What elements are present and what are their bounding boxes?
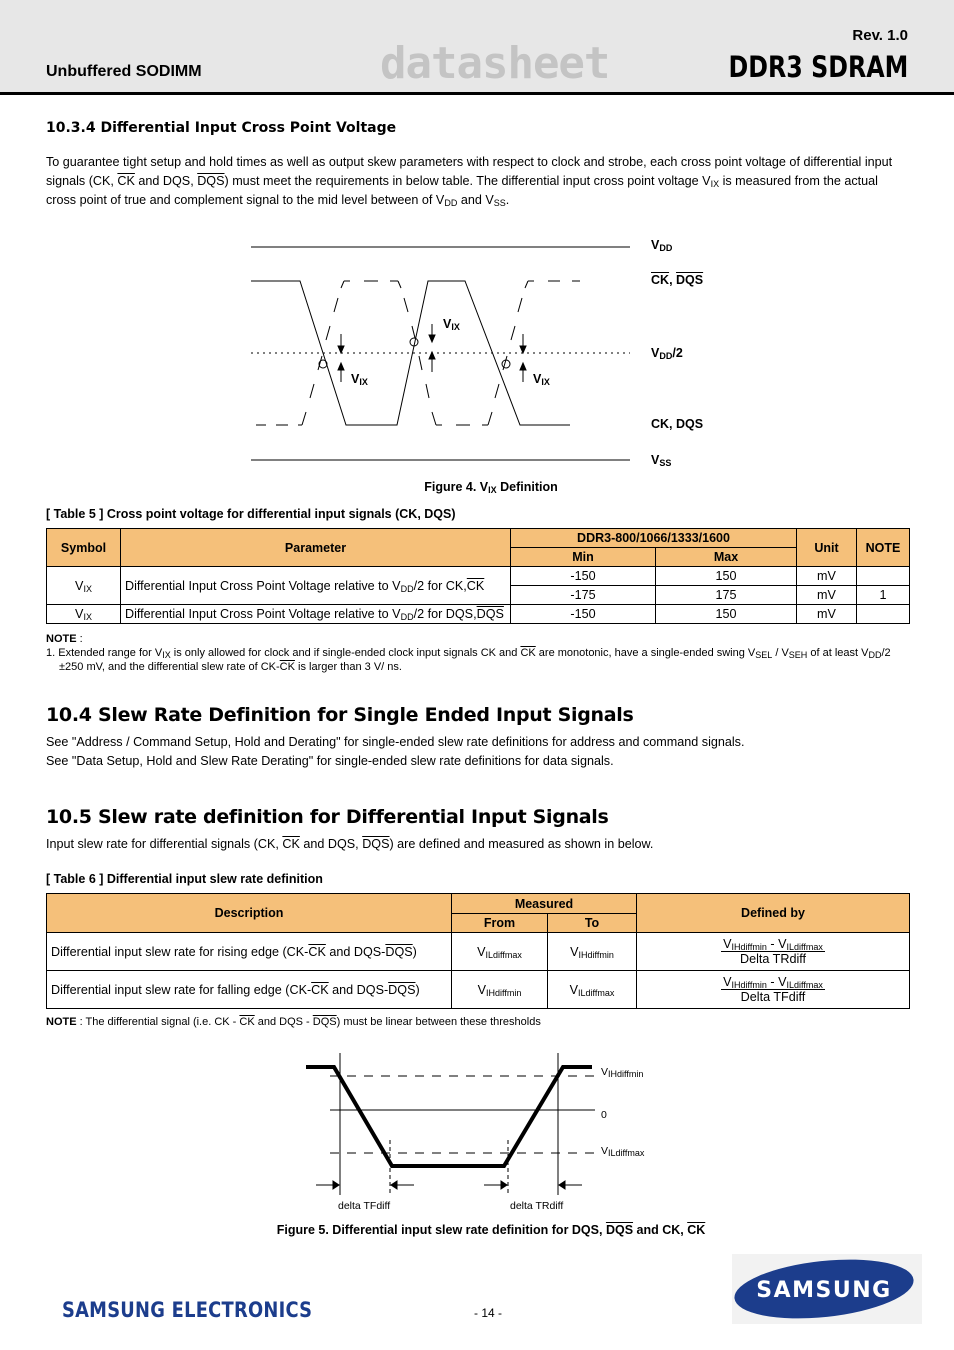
slew-rate-diagram	[0, 1045, 954, 1220]
cell-parameter: Differential Input Cross Point Voltage relative to $V_{DD}/2$ for $DQS,\overline{DQS}$	[121, 605, 511, 624]
note-line-2: ±250 mV, and the differential slew rate of $CK-\overline{CK}$ is larger than 3 V/ ns.	[59, 661, 402, 673]
label-zero: 0	[601, 1109, 607, 1121]
cell-defined-by	[637, 971, 910, 1009]
cell-defined-by	[637, 933, 910, 971]
cell-to: $V_{ILdiffmax}$	[548, 971, 637, 1009]
samsung-logo	[732, 1254, 922, 1324]
header-note: NOTE	[857, 529, 910, 567]
cell-note	[857, 605, 910, 624]
header-to: To	[548, 914, 637, 933]
datasheet-watermark: datasheet	[380, 38, 610, 89]
cell-min: -175	[511, 586, 656, 605]
logo-text: SAMSUNG	[756, 1278, 892, 1303]
section-heading-10-5: 10.5 Slew rate definition for Differential Input Signals	[46, 806, 609, 828]
header-description: Description	[47, 894, 452, 933]
header-measured: Measured	[452, 894, 637, 914]
label-vdd-half: $V_{DD}/2$	[651, 346, 683, 361]
header-symbol: Symbol	[47, 529, 121, 567]
cell-from: $V_{ILdiffmax}$	[452, 933, 548, 971]
label-delta-tfdiff: delta TFdiff	[338, 1200, 391, 1212]
section-heading-10-4: 10.4 Slew Rate Definition for Single Ended Input Signals	[46, 704, 634, 726]
differential-slew-rate-table	[46, 893, 910, 1009]
document-title: DDR3 SDRAM	[728, 50, 908, 84]
cell-description: Differential input slew rate for falling edge ($CK-\overline{CK}$ and DQS-$\overline{DQS}$)	[47, 971, 452, 1009]
page-number: - 14 -	[474, 1306, 503, 1320]
section-10-3-4-paragraph	[46, 153, 910, 210]
para-line-2: signals (CK, $\overline{CK}$ and DQS, $\overline{DQS}$) must meet the requirements in below table. The differential input cross point voltage $V_{IX}$ is measured from the actual	[46, 174, 878, 189]
cell-min: -150	[511, 567, 656, 586]
cell-note: 1	[857, 586, 910, 605]
section-heading-10-3-4: 10.3.4 Differential Input Cross Point Voltage	[46, 120, 397, 136]
table-row	[47, 971, 910, 1009]
fraction-numerator: $V_{IHdiffmin} - V_{ILdiffmax}$	[723, 975, 823, 990]
fraction-numerator: $V_{IHdiffmin} - V_{ILdiffmax}$	[723, 937, 823, 952]
cell-max: 175	[656, 586, 797, 605]
table-header-row	[47, 894, 910, 914]
samsung-logo-icon	[732, 1254, 922, 1324]
para-line-1: See "Address / Command Setup, Hold and Derating" for single-ended slew rate definitions for address and command signals.	[46, 735, 745, 749]
note-line-1: 1. Extended range for $V_{IX}$ is only allowed for clock and if single-ended clock input signals CK and $\overline{CK}$ are monotonic, have a single-ended swing $V_{SEL} / V_{SEH}$ of at least $V_{DD}/2$	[46, 647, 891, 660]
label-vix-right: $V_{IX}$	[533, 372, 550, 387]
label-vix-left: $V_{IX}$	[351, 372, 368, 387]
table-5-note	[46, 632, 912, 674]
header-speed-group: DDR3-800/1066/1333/1600	[511, 529, 797, 548]
product-name: Unbuffered SODIMM	[46, 63, 202, 80]
vix-definition-diagram	[0, 230, 954, 480]
table-5-caption: [ Table 5 ] Cross point voltage for differential input signals (CK, DQS)	[46, 507, 456, 521]
fraction-denominator: Delta TRdiff	[739, 952, 807, 966]
cell-symbol: $V_{IX}$	[47, 605, 121, 624]
note-heading: NOTE :	[46, 633, 83, 645]
company-name: SAMSUNG ELECTRONICS	[62, 1298, 313, 1322]
table-6-note: NOTE : The differential signal (i.e. CK - $\overline{CK}$ and DQS - $\overline{DQS}$) must be linear between these thresholds	[46, 1016, 541, 1028]
cell-from: $V_{IHdiffmin}$	[452, 971, 548, 1009]
cell-symbol: $V_{IX}$	[47, 567, 121, 605]
label-delta-trdiff: delta TRdiff	[510, 1200, 564, 1212]
para-line-2: See "Data Setup, Hold and Slew Rate Derating" for single-ended slew rate definitions for data signals.	[46, 754, 614, 768]
cell-description: Differential input slew rate for rising edge ($CK-\overline{CK}$ and DQS-$\overline{DQS}$)	[47, 933, 452, 971]
header-parameter: Parameter	[121, 529, 511, 567]
cell-parameter: Differential Input Cross Point Voltage relative to $V_{DD}/2$ for $CK,\overline{CK}$	[121, 567, 511, 605]
label-vdd: $V_{DD}$	[651, 238, 673, 253]
cell-unit: mV	[797, 586, 857, 605]
header-unit: Unit	[797, 529, 857, 567]
header-from: From	[452, 914, 548, 933]
table-row	[47, 933, 910, 971]
section-10-4-paragraph	[46, 733, 744, 771]
table-row	[47, 567, 910, 586]
table-6-caption: [ Table 6 ] Differential input slew rate definition	[46, 872, 323, 886]
label-vss: $V_{SS}$	[651, 453, 672, 468]
table-row	[47, 605, 910, 624]
para-line-1: To guarantee tight setup and hold times as well as output skew parameters with respect to clock and strobe, each cross point voltage of differential input	[46, 155, 893, 169]
cell-max: 150	[656, 567, 797, 586]
label-vildiffmax: $V_{ILdiffmax}$	[601, 1145, 645, 1158]
header-max: Max	[656, 548, 797, 567]
fraction-denominator: Delta TFdiff	[740, 990, 806, 1004]
cell-min: -150	[511, 605, 656, 624]
cell-unit: mV	[797, 605, 857, 624]
cell-note	[857, 567, 910, 586]
cross-point-voltage-table	[46, 528, 910, 624]
label-ck-dqs-complement: $\overline{CK}$, $\overline{DQS}$	[651, 273, 704, 287]
figure-4-caption: Figure 4. $V_{IX}$ Definition	[424, 480, 558, 495]
cell-max: 150	[656, 605, 797, 624]
section-10-5-paragraph: Input slew rate for differential signals (CK, $\overline{CK}$ and DQS, $\overline{DQS}$) are defined and measured as shown in below.	[46, 837, 654, 851]
page-header	[0, 0, 954, 95]
label-vihdiffmin: $V_{IHdiffmin}$	[601, 1066, 644, 1079]
header-defined-by: Defined by	[637, 894, 910, 933]
label-ck-dqs: CK, DQS	[651, 417, 704, 431]
revision: Rev. 1.0	[852, 27, 908, 44]
cell-unit: mV	[797, 567, 857, 586]
figure-5-caption: Figure 5. Differential input slew rate definition for DQS, $\overline{DQS}$ and CK, $\overline{CK}$	[276, 1223, 706, 1237]
header-min: Min	[511, 548, 656, 567]
label-vix-center: $V_{IX}$	[443, 317, 460, 332]
table-header-row	[47, 529, 910, 548]
cell-to: $V_{IHdiffmin}$	[548, 933, 637, 971]
para-line-3: cross point of true and complement signal to the mid level between of $V_{DD}$ and $V_{SS}$.	[46, 193, 510, 208]
